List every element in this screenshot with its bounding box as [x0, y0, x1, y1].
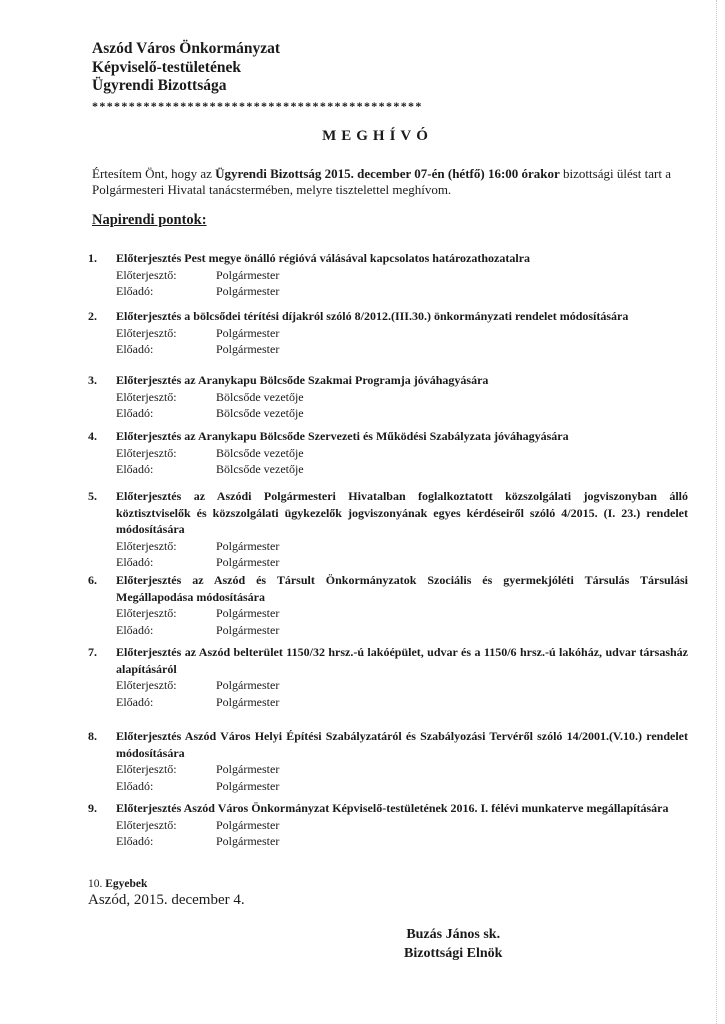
agenda-item: [88, 728, 688, 794]
agenda-item-subject: Előterjesztés Aszód Város Önkormányzat Képviselő-testületének 2016. I. félévi munkaterve megállapítására: [116, 801, 669, 815]
speaker-value: Polgármester: [216, 694, 280, 709]
agenda-item-subject: Előterjesztés Aszód Város Helyi Építési Szabályzatáról és Szabályozási Tervéről szóló 14/2001.(V.10.) rendelet módosítására: [116, 729, 688, 760]
agenda-item-number: 5.: [88, 489, 97, 503]
separator-dots: *********************************************: [92, 99, 423, 113]
agenda-item: [88, 250, 688, 300]
presenter-row: [116, 605, 688, 622]
presenter-value: Polgármester: [216, 267, 280, 282]
speaker-row: [116, 622, 688, 639]
speaker-value: Polgármester: [216, 834, 280, 848]
speaker-value: Polgármester: [216, 555, 280, 569]
speaker-row: [116, 778, 688, 795]
agenda-item-number: 3.: [88, 373, 97, 387]
speaker-row: [116, 461, 688, 478]
date-line: Aszód, 2015. december 4.: [88, 892, 245, 908]
document-title: MEGHÍVÓ: [322, 128, 433, 144]
speaker-row: [116, 694, 688, 711]
speaker-row: [116, 341, 688, 358]
agenda-item-subject: Előterjesztés az Aranykapu Bölcsőde Szakmai Programja jóváhagyására: [116, 373, 489, 387]
agenda-item-subject: Előterjesztés az Aszódi Polgármesteri Hivatalban foglalkoztatott közszolgálati jogviszonyban álló köztisztviselők és közszolgálati ügykezelők jogviszonyának egyes kérdéseiről szóló 4/2015. (I. 23.) rendelet módosítására: [116, 489, 688, 536]
presenter-label: Előterjesztő:: [116, 678, 177, 692]
presenter-row: [116, 677, 688, 694]
agenda-item: [88, 428, 688, 478]
agenda-item-number: 10.: [88, 878, 103, 890]
agenda-item-number: 4.: [88, 429, 97, 443]
speaker-label: Előadó:: [116, 462, 154, 476]
presenter-label: Előterjesztő:: [116, 389, 177, 404]
speaker-label: Előadó:: [116, 622, 154, 637]
presenter-value: Polgármester: [216, 325, 280, 340]
speaker-value: Bölcsőde vezetője: [216, 406, 304, 420]
agenda-item-number: 8.: [88, 729, 97, 743]
presenter-value: Polgármester: [216, 678, 280, 692]
intro-text-2: bizottsági ülést tart a Polgármesteri Hivatal tanácstermében, melyre tisztelettel meghívom.: [92, 166, 671, 197]
agenda-item-subject: Előterjesztés az Aszód és Társult Önkormányzatok Szociális és gyermekjóléti Társulás Társulási Megállapodása módosítására: [116, 573, 688, 604]
agenda-item-number: 1.: [88, 251, 97, 265]
presenter-value: Polgármester: [216, 606, 280, 620]
presenter-row: [116, 761, 688, 778]
agenda-item-number: 2.: [88, 309, 97, 323]
presenter-label: Előterjesztő:: [116, 325, 177, 340]
presenter-value: Polgármester: [216, 538, 280, 553]
presenter-row: [116, 389, 688, 406]
agenda-item-subject: Előterjesztés a bölcsődei térítési díjakról szóló 8/2012.(III.30.) önkormányzati rendelet módosítására: [116, 309, 629, 323]
presenter-row: [116, 267, 688, 284]
agenda-item-subject: Egyebek: [105, 878, 148, 890]
presenter-label: Előterjesztő:: [116, 538, 177, 553]
speaker-label: Előadó:: [116, 406, 154, 420]
speaker-value: Polgármester: [216, 342, 280, 356]
presenter-value: Bölcsőde vezetője: [216, 445, 304, 460]
agenda-item-other: [88, 878, 147, 890]
presenter-row: [116, 325, 688, 342]
presenter-label: Előterjesztő:: [116, 762, 177, 776]
agenda-item-subject: Előterjesztés az Aszód belterület 1150/32 hrsz.-ú lakóépület, udvar és a 1150/6 hrsz.-ú lakóház, udvar társasház alapításáról: [116, 645, 688, 676]
speaker-value: Polgármester: [216, 778, 280, 793]
speaker-row: [116, 405, 688, 422]
speaker-label: Előadó:: [116, 284, 154, 298]
speaker-row: [116, 283, 688, 300]
agenda-item: [88, 372, 688, 422]
presenter-value: Polgármester: [216, 762, 280, 776]
speaker-value: Polgármester: [216, 622, 280, 637]
issuer-line-1: Aszód Város Önkormányzat: [92, 40, 281, 57]
signer-title: Bizottsági Elnök: [404, 946, 503, 961]
presenter-label: Előterjesztő:: [116, 817, 177, 832]
agenda-item: [88, 308, 688, 358]
speaker-label: Előadó:: [116, 342, 154, 356]
presenter-row: [116, 817, 688, 834]
speaker-label: Előadó:: [116, 694, 154, 709]
speaker-row: [116, 833, 688, 850]
agenda-item-subject: Előterjesztés Pest megye önálló régióvá válásával kapcsolatos határozathozatalra: [116, 251, 531, 265]
presenter-row: [116, 538, 688, 555]
agenda-item-number: 6.: [88, 573, 97, 587]
presenter-row: [116, 445, 688, 462]
issuer-line-2: Képviselő-testületének: [92, 58, 241, 76]
agenda-item-number: 7.: [88, 645, 97, 659]
speaker-value: Bölcsőde vezetője: [216, 462, 304, 476]
agenda-item-number: 9.: [88, 801, 97, 815]
presenter-label: Előterjesztő:: [116, 606, 177, 620]
agenda-heading: Napirendi pontok:: [92, 212, 207, 228]
speaker-label: Előadó:: [116, 778, 154, 793]
presenter-label: Előterjesztő:: [116, 445, 177, 460]
presenter-value: Bölcsőde vezetője: [216, 389, 304, 404]
agenda-item-subject: Előterjesztés az Aranykapu Bölcsőde Szervezeti és Működési Szabályzata jóváhagyására: [116, 429, 569, 443]
issuer-line-3: Ügyrendi Bizottsága: [92, 77, 227, 94]
agenda-item: [88, 488, 688, 571]
presenter-label: Előterjesztő:: [116, 267, 177, 282]
intro-paragraph: [92, 166, 682, 198]
presenter-value: Polgármester: [216, 817, 280, 832]
scan-edge-artifact: [716, 0, 717, 1024]
speaker-label: Előadó:: [116, 834, 154, 848]
speaker-value: Polgármester: [216, 284, 280, 298]
signature-block: [404, 925, 502, 963]
intro-text-1: Értesítem Önt, hogy az: [92, 166, 216, 181]
agenda-item: [88, 644, 688, 710]
speaker-label: Előadó:: [116, 555, 154, 569]
agenda-item: [88, 572, 688, 638]
intro-meeting-details: Ügyrendi Bizottság 2015. december 07-én (hétfő) 16:00 órakor: [215, 166, 560, 181]
agenda-item: [88, 800, 688, 850]
issuer-header: [92, 40, 280, 96]
signer-name: Buzás János sk.: [406, 927, 501, 942]
speaker-row: [116, 554, 688, 571]
